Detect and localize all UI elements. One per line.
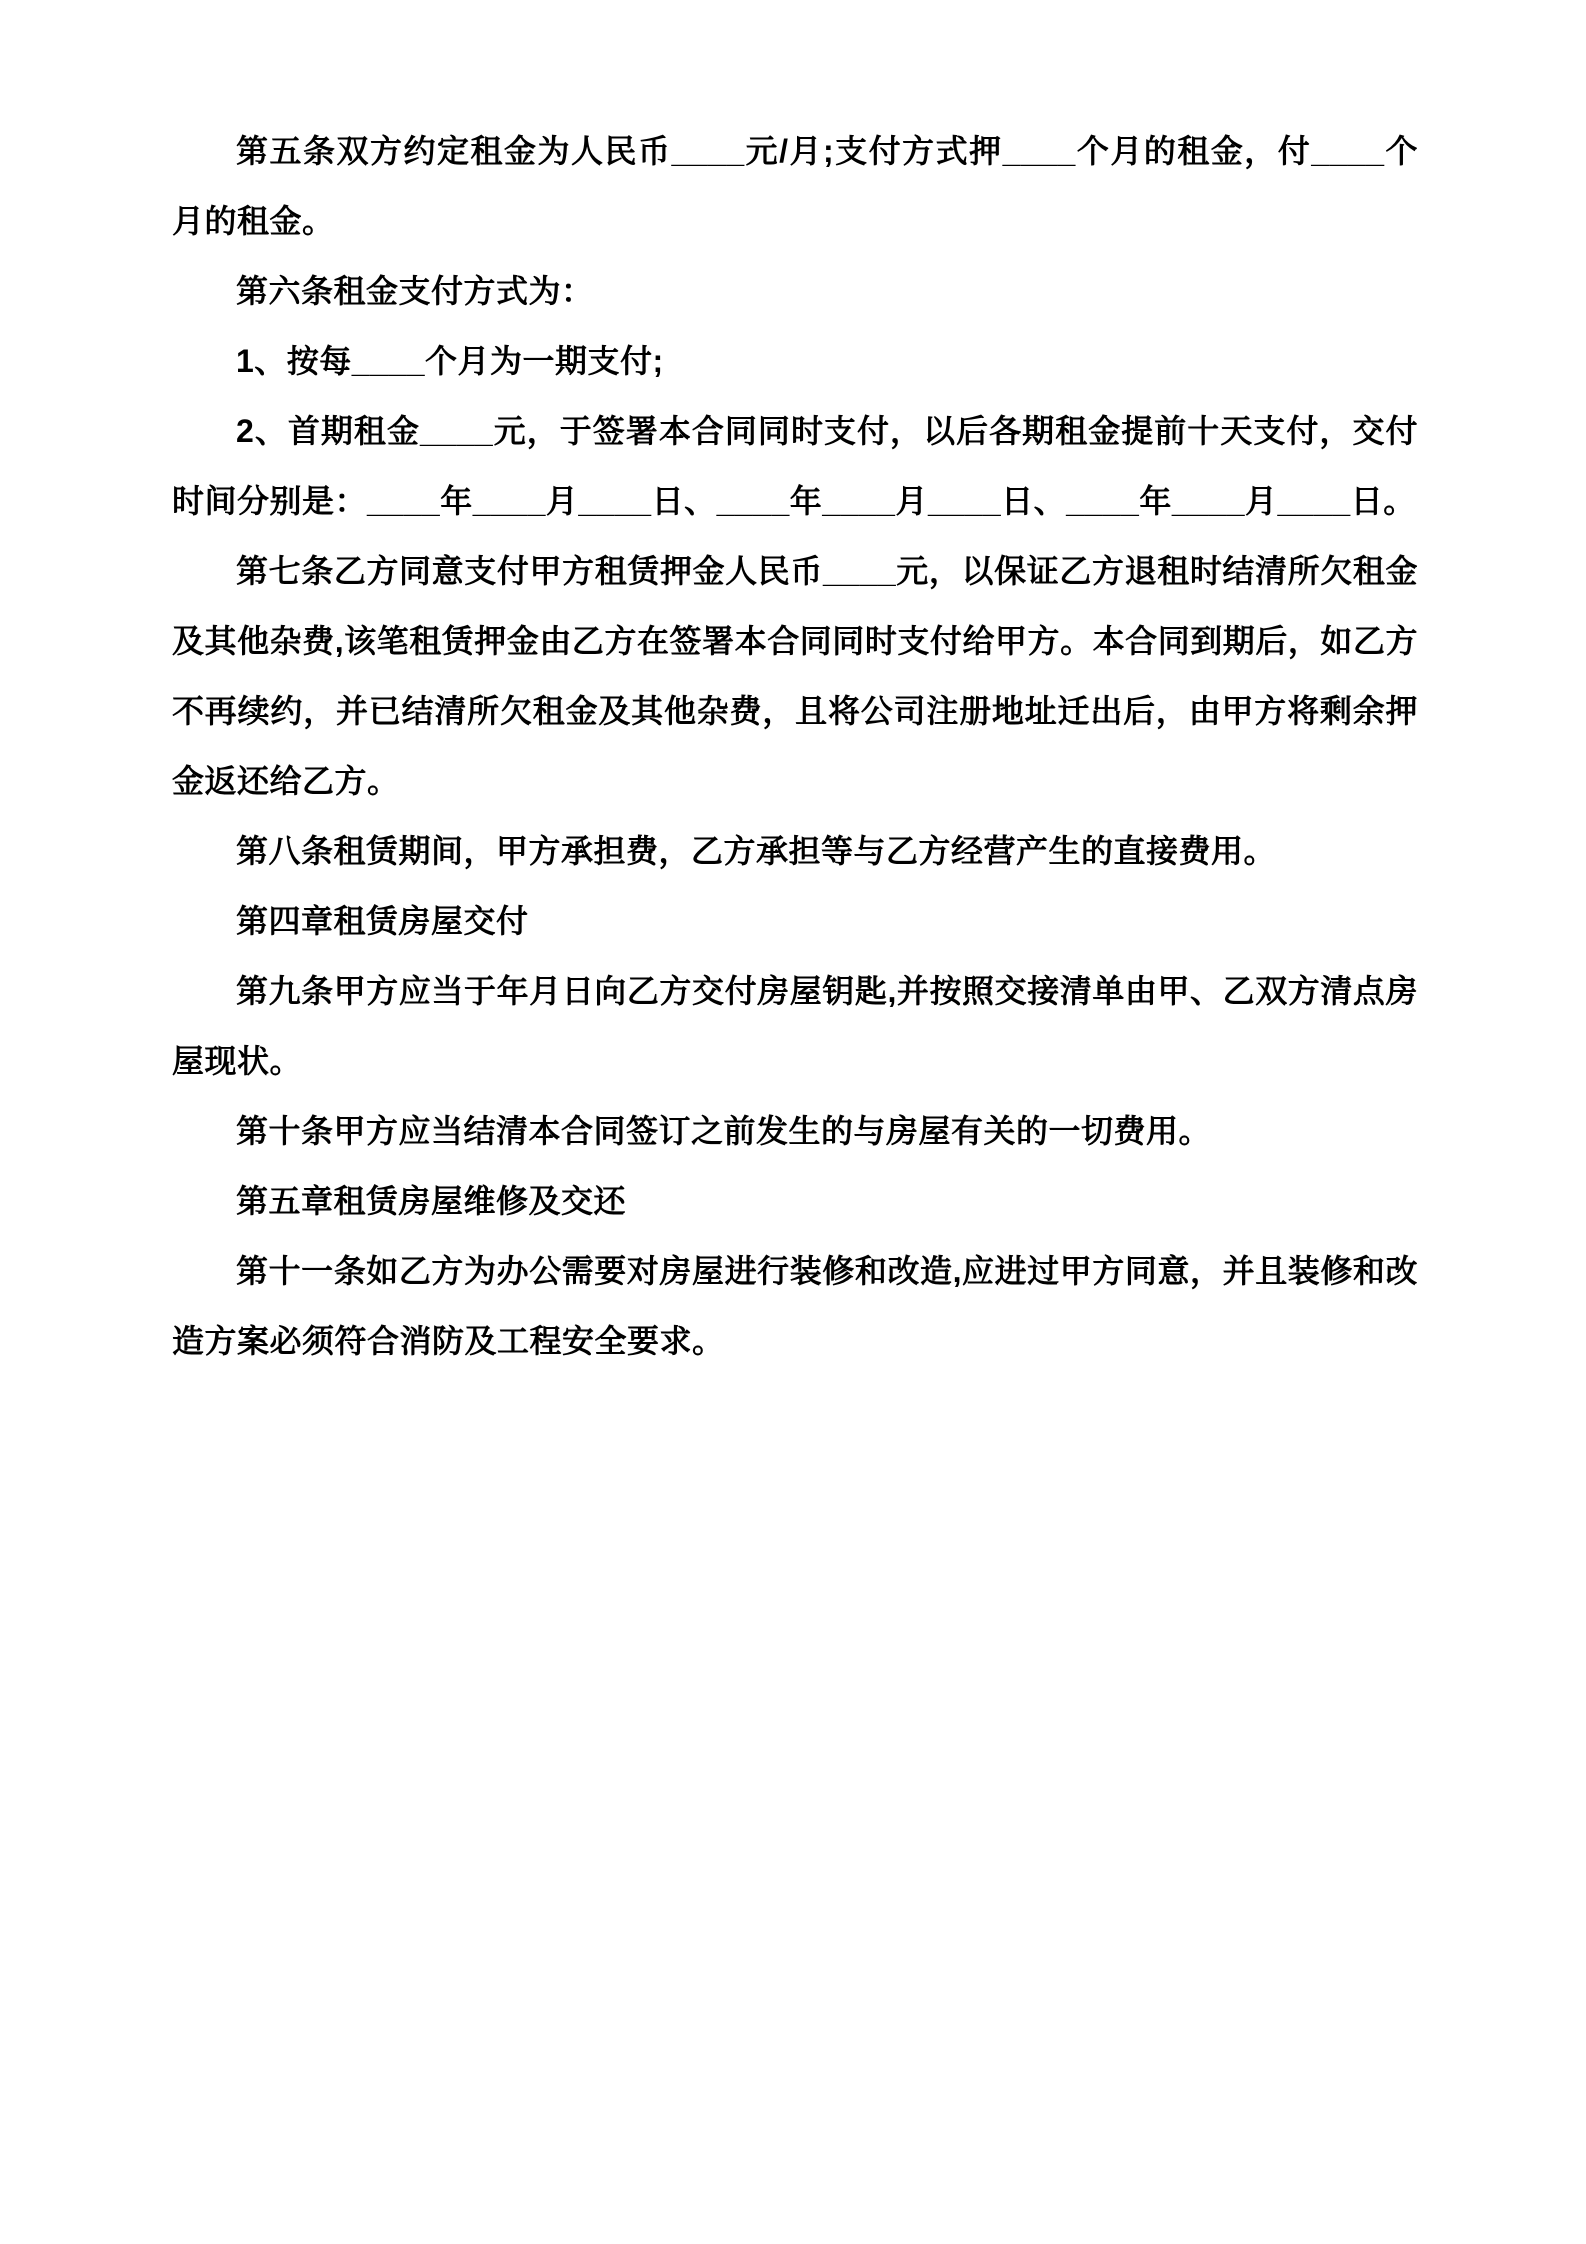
paragraph-item-2: 2、首期租金____元，于签署本合同同时支付，以后各期租金提前十天支付，交付时间分别是：____年____月____日、____年____月____日、____年____月____日。 — [172, 413, 1418, 519]
paragraph-article-6: 第六条租金支付方式为： — [236, 273, 594, 309]
paragraph-article-7: 第七条乙方同意支付甲方租赁押金人民币____元，以保证乙方退租时结清所欠租金及其他杂费,该笔租赁押金由乙方在签署本合同同时支付给甲方。本合同到期后，如乙方不再续约，并已结清所欠租金及其他杂费，且将公司注册地址迁出后，由甲方将剩余押金返还给乙方。 — [172, 553, 1418, 799]
chapter-heading-4: 第四章租赁房屋交付 — [236, 903, 529, 939]
paragraph-article-10: 第十条甲方应当结清本合同签订之前发生的与房屋有关的一切费用。 — [236, 1113, 1212, 1149]
paragraph-article-9: 第九条甲方应当于年月日向乙方交付房屋钥匙,并按照交接清单由甲、乙双方清点房屋现状。 — [172, 973, 1418, 1079]
paragraph-article-11: 第十一条如乙方为办公需要对房屋进行装修和改造,应进过甲方同意，并且装修和改造方案必须符合消防及工程安全要求。 — [172, 1253, 1418, 1359]
paragraph-article-8: 第八条租赁期间，甲方承担费，乙方承担等与乙方经营产生的直接费用。 — [236, 833, 1277, 869]
paragraph-item-1: 1、按每____个月为一期支付; — [236, 343, 664, 379]
chapter-heading-5: 第五章租赁房屋维修及交还 — [236, 1183, 627, 1219]
paragraph-article-5: 第五条双方约定租金为人民币____元/月;支付方式押____个月的租金，付____个月的租金。 — [172, 133, 1418, 239]
